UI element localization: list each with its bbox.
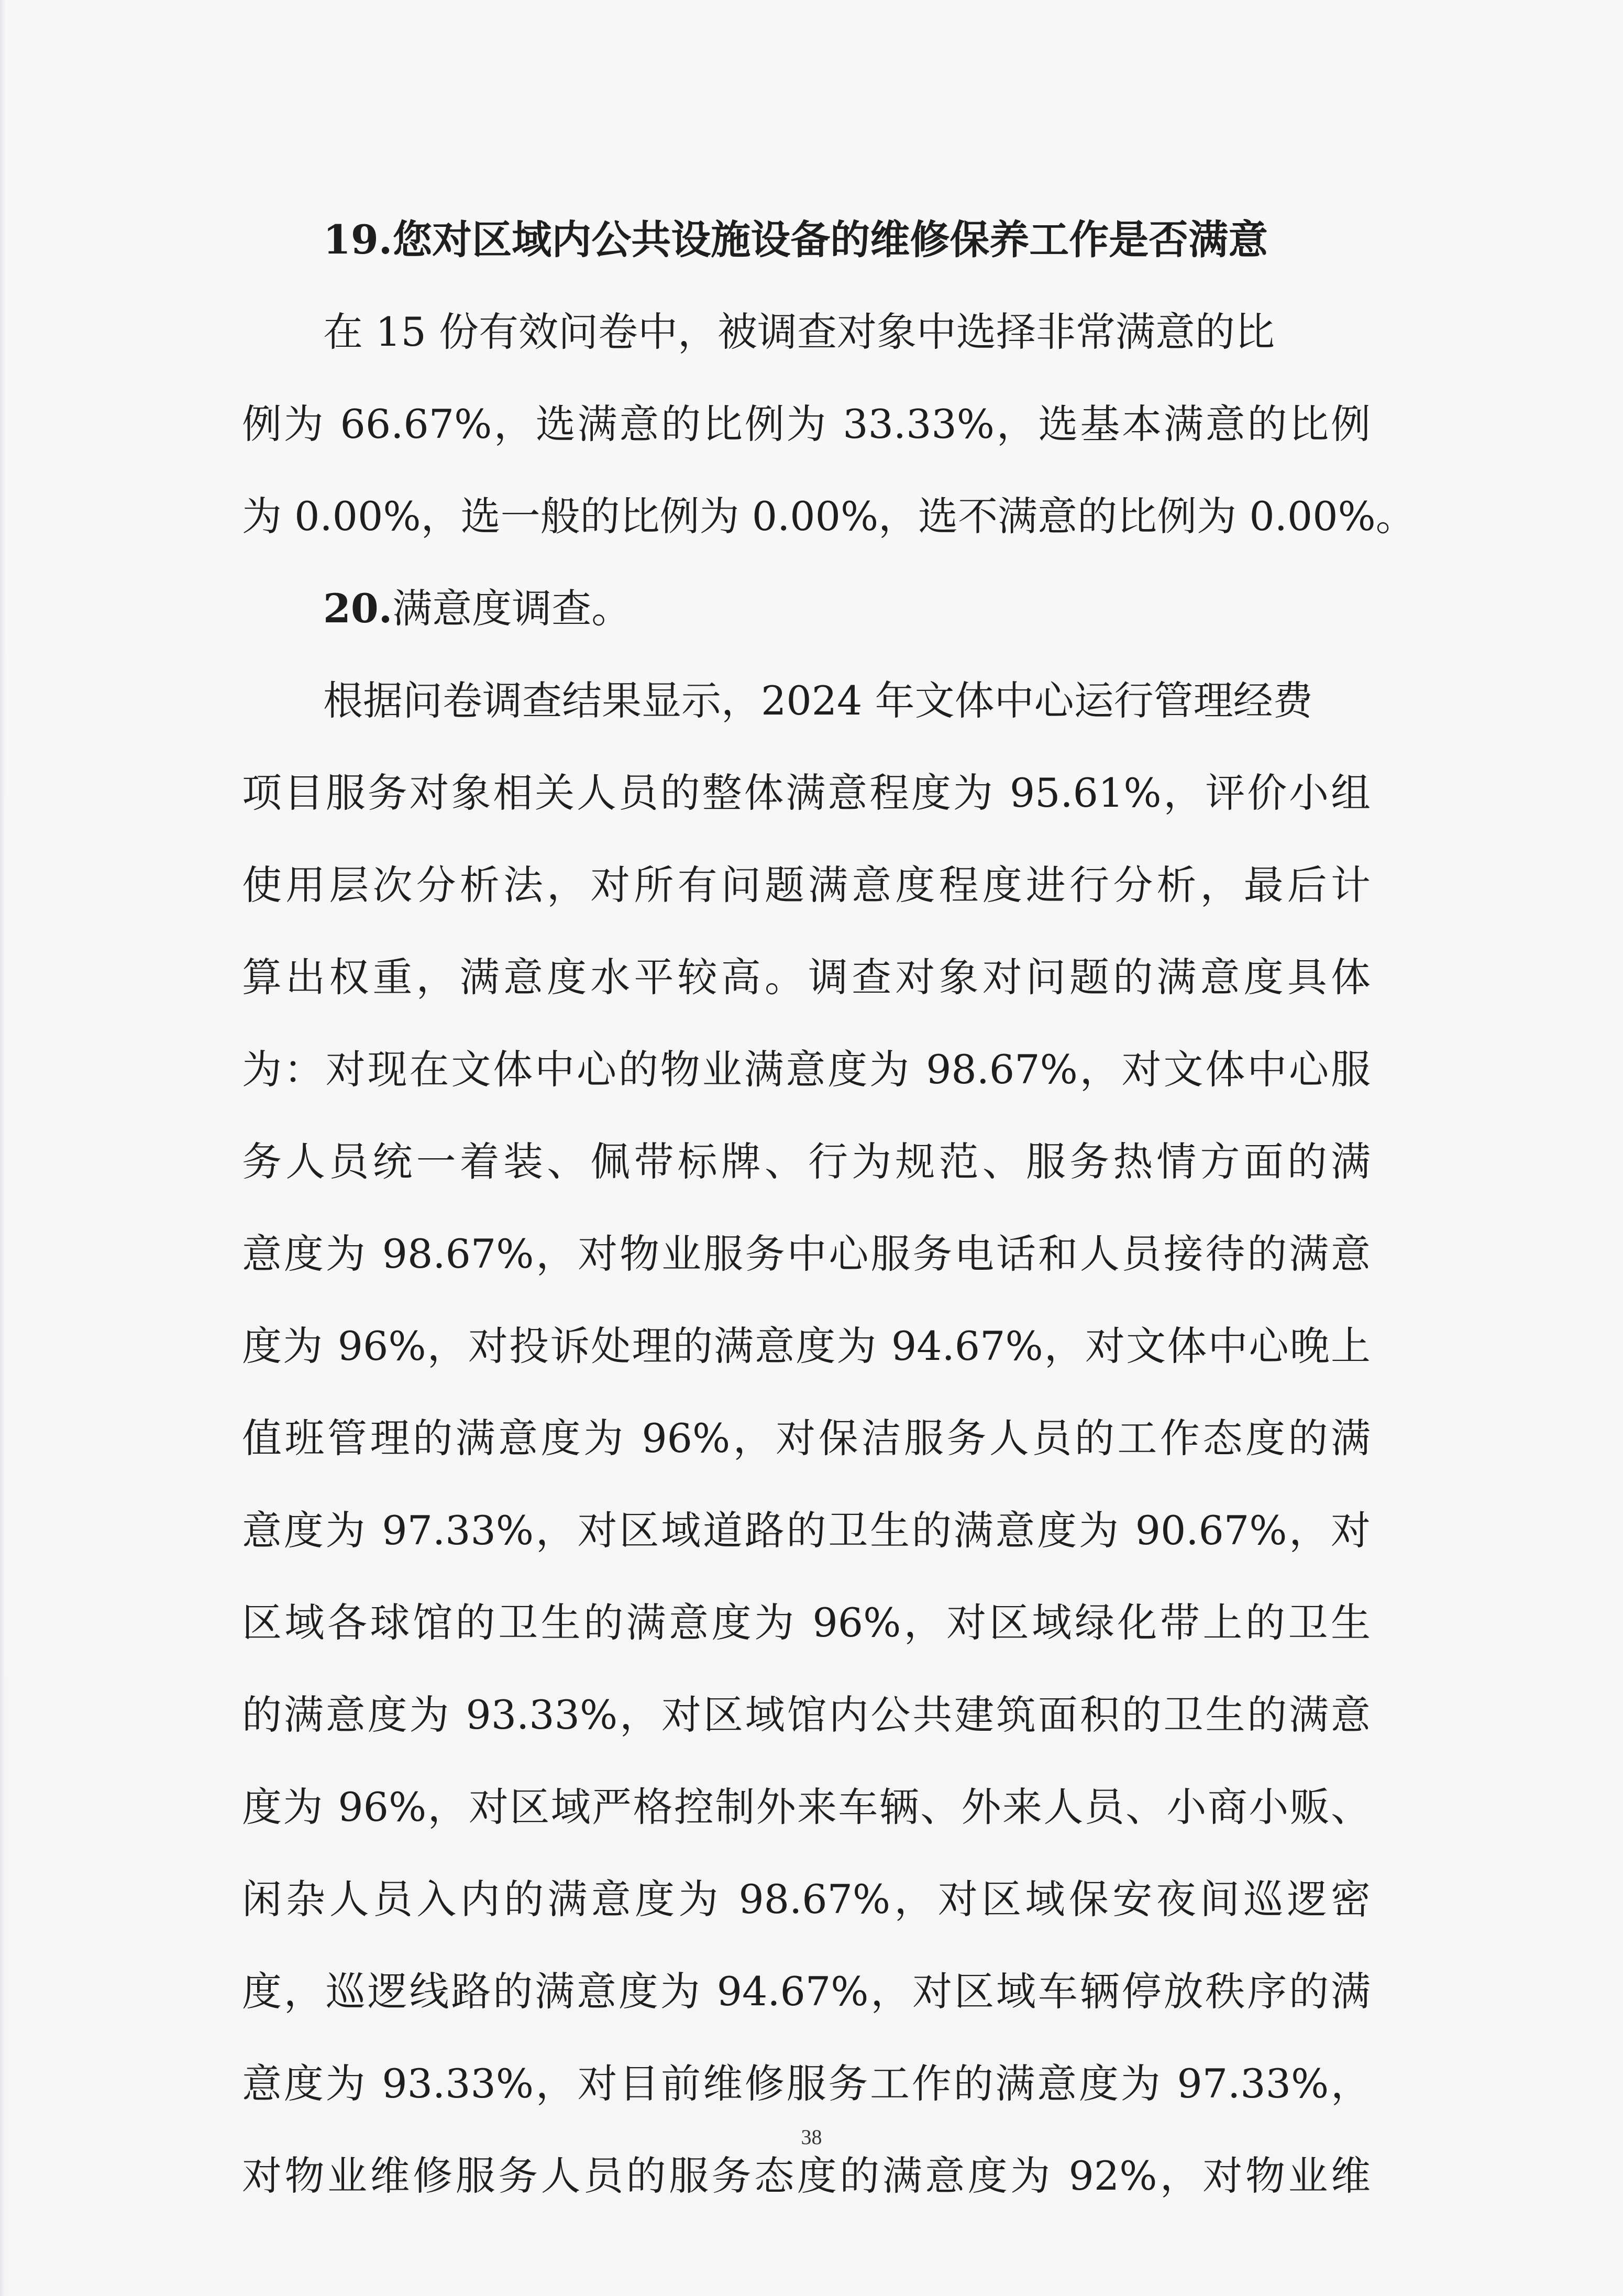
paragraph-20-line: 对物业维修服务人员的服务态度的满意度为 92%，对物业维 <box>242 2152 1371 2199</box>
heading-19-text: 您对区域内公共设施设备的维修保养工作是否满意 <box>392 216 1268 263</box>
paragraph-20-line: 度，巡逻线路的满意度为 94.67%，对区域车辆停放秩序的满 <box>242 1968 1371 2015</box>
paragraph-20-line: 值班管理的满意度为 96%，对保洁服务人员的工作态度的满 <box>242 1415 1371 1462</box>
paragraph-19-line-1: 在 15 份有效问卷中，被调查对象中选择非常满意的比 <box>323 309 1275 355</box>
paragraph-20-line: 闲杂人员入内的满意度为 98.67%，对区域保安夜间巡逻密 <box>242 1876 1371 1923</box>
paragraph-20-line: 项目服务对象相关人员的整体满意程度为 95.61%，评价小组 <box>242 770 1371 816</box>
heading-20-text: 满意度调查。 <box>392 585 632 632</box>
paragraph-20-line: 的满意度为 93.33%，对区域馆内公共建筑面积的卫生的满意 <box>242 1691 1371 1738</box>
paragraph-20-line: 意度为 93.33%，对目前维修服务工作的满意度为 97.33%， <box>242 2060 1371 2107</box>
heading-20 <box>242 563 1371 655</box>
page-number: 38 <box>801 2125 822 2149</box>
paragraph-20-line: 度为 96%，对区域严格控制外来车辆、外来人员、小商小贩、 <box>242 1784 1371 1830</box>
page-content <box>242 194 1416 2222</box>
heading-19-number: 19. <box>323 216 393 263</box>
paragraph-20-line: 务人员统一着装、佩带标牌、行为规范、服务热情方面的满 <box>242 1138 1371 1185</box>
paragraph-20-line: 为：对现在文体中心的物业满意度为 98.67%，对文体中心服 <box>242 1046 1371 1093</box>
heading-20-number: 20. <box>323 585 393 632</box>
paragraph-19-line-3: 为 0.00%，选一般的比例为 0.00%，选不满意的比例为 0.00%。 <box>242 493 1416 540</box>
paragraph-20-line: 意度为 97.33%，对区域道路的卫生的满意度为 90.67%，对 <box>242 1507 1371 1554</box>
paragraph-20-line: 算出权重，满意度水平较高。调查对象对问题的满意度具体 <box>242 954 1371 1001</box>
paragraph-20-line: 根据问卷调查结果显示，2024 年文体中心运行管理经费 <box>323 677 1313 724</box>
paragraph-19-line-2: 例为 66.67%，选满意的比例为 33.33%，选基本满意的比例 <box>242 401 1371 447</box>
paragraph-20-line: 度为 96%，对投诉处理的满意度为 94.67%，对文体中心晚上 <box>242 1323 1371 1369</box>
scan-edge <box>0 0 5 2296</box>
paragraph-20-line: 使用层次分析法，对所有问题满意度程度进行分析，最后计 <box>242 862 1371 908</box>
heading-19 <box>242 194 1371 286</box>
paragraph-20-line: 区域各球馆的卫生的满意度为 96%，对区域绿化带上的卫生 <box>242 1599 1371 1646</box>
paragraph-20-line: 意度为 98.67%，对物业服务中心服务电话和人员接待的满意 <box>242 1231 1371 1277</box>
